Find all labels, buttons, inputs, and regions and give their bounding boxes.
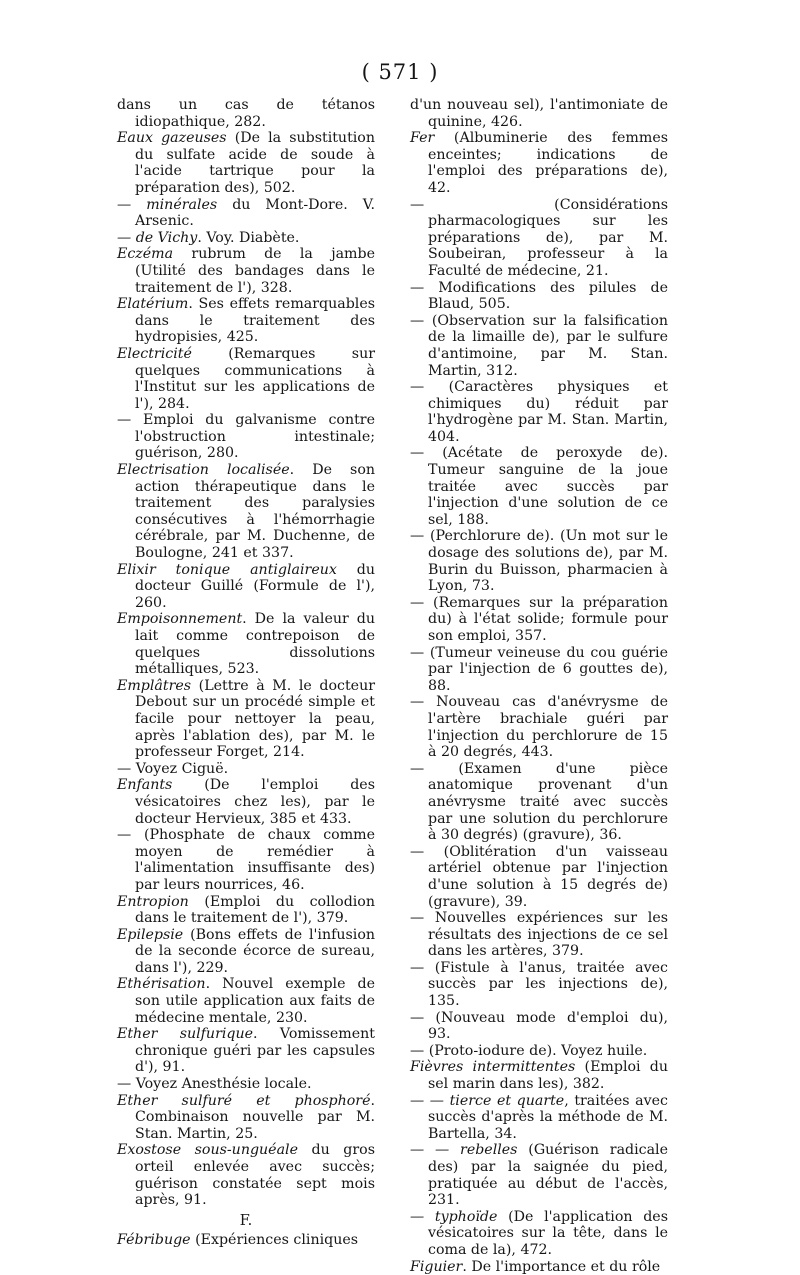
index-entry — [410, 844, 668, 910]
index-term: Electricité — [117, 345, 192, 362]
index-entry — [117, 562, 375, 612]
index-term: — minérales — [117, 196, 218, 213]
section-letter: F. — [239, 1212, 253, 1229]
index-text: — (Caractères physiques et chimiques du) réduit par l'hydrogène par M. Stan. Martin, 404. — [410, 379, 668, 445]
index-text: (Guérison radicale des) par la saignée du pied, pratiquée au début de l'accès, 231. — [428, 1142, 668, 1209]
index-term: — de Vichy — [117, 229, 198, 246]
index-term: Ether sulfurique — [117, 1026, 254, 1043]
index-entry — [117, 678, 375, 761]
index-text: , traitées avec succès d'après la méthode de M. Bartella, 34. — [428, 1092, 668, 1142]
index-entry — [117, 412, 375, 462]
index-entry — [410, 97, 668, 130]
index-text: (Remarques sur quelques communications à l'Institut sur les applications de l'), 284. — [135, 345, 375, 412]
index-text: — Emploi du galvanisme contre l'obstruction intestinale; guérison, 280. — [117, 412, 375, 462]
index-entry — [117, 777, 375, 827]
index-entry — [117, 296, 375, 346]
index-term: Eaux gazeuses — [117, 130, 227, 147]
index-text: du docteur Guillé (Formule de l'), 260. — [135, 561, 375, 611]
index-entry — [410, 595, 668, 645]
index-entry — [117, 462, 375, 562]
index-text: . De l'importance et du rôle — [462, 1258, 661, 1275]
index-term: — — tierce et quarte — [410, 1092, 565, 1109]
index-text: — (Perchlorure de). (Un mot sur le dosage des solutions de), par M. Burin du Buisson, pharmacien à Lyon, 73. — [410, 528, 668, 595]
index-entry — [410, 1259, 668, 1275]
index-entry — [117, 97, 375, 130]
index-text: du gros orteil enlevée avec succès; guérison constatée sept mois après, 91. — [135, 1142, 375, 1209]
index-text: . Combinaison nouvelle par M. Stan. Martin, 25. — [135, 1092, 375, 1142]
index-text: . Nouvel exemple de son utile application aux faits de médecine mentale, 230. — [135, 976, 375, 1026]
index-entry — [117, 346, 375, 412]
index-term: Fer — [410, 130, 435, 147]
index-entry — [410, 313, 668, 379]
index-entry — [117, 611, 375, 677]
index-text: (Emploi du sel marin dans les), 382. — [428, 1059, 668, 1093]
index-entry — [117, 130, 375, 196]
index-entry — [117, 827, 375, 893]
index-entry — [117, 1232, 375, 1249]
index-text: — Modifications des pilules de Blaud, 505. — [410, 279, 668, 313]
index-term: Ethérisation — [117, 976, 206, 993]
index-term: Enfants — [117, 777, 173, 794]
index-text: — Voyez Ciguë. — [117, 760, 229, 777]
index-text: d'un nouveau sel), l'antimoniate de quinine, 426. — [410, 97, 668, 130]
index-text: — (Proto-iodure de). Voyez huile. — [410, 1042, 648, 1059]
index-entry — [410, 1043, 668, 1060]
index-entry — [410, 694, 668, 760]
index-text: (Albuminerie des femmes enceintes; indications de l'emploi des préparations de), 42. — [428, 130, 668, 196]
index-entry — [117, 976, 375, 1026]
index-text: . De son action thérapeutique dans le traitement des paralysies consécutives à l'hémorrhagie cérébrale, par M. Duchenne, de Boulogne, 241 et 337. — [135, 462, 375, 562]
index-entry — [410, 379, 668, 445]
index-entry — [410, 1142, 668, 1208]
index-term: Exostose sous-unguéale — [117, 1142, 298, 1159]
index-text: — (Fistule à l'anus, traitée avec succès par les injections de), 135. — [410, 959, 668, 1010]
index-entry — [410, 960, 668, 1010]
index-text: — (Considérations pharmacologiques sur les préparations de), par M. Soubeiran, professeur à la Faculté de médecine, 21. — [410, 196, 668, 279]
index-entry — [410, 528, 668, 594]
index-term: Figuier — [410, 1258, 463, 1275]
index-term: Elixir tonique antiglaireux — [117, 561, 337, 578]
index-text: — (Examen d'une pièce anatomique provenant d'un anévrysme traité avec succès par une solution du perchlorure à 30 degrés) (gravure), 36. — [410, 760, 668, 844]
index-term: Electrisation localisée — [117, 462, 290, 479]
left-entries — [117, 97, 375, 1209]
index-text: (Bons effets de l'infusion de la seconde écorce de sureau, dans l'), 229. — [135, 926, 375, 976]
right-column — [410, 97, 668, 1275]
index-term: Emplâtres — [117, 677, 192, 694]
left-tail-entries — [117, 1232, 375, 1249]
index-entry — [117, 1026, 375, 1076]
index-term: — typhoïde — [410, 1208, 498, 1225]
index-term: Ether sulfuré et phosphoré — [117, 1092, 371, 1109]
index-text: dans un cas de tétanos idiopathique, 282. — [117, 97, 375, 130]
index-entry — [410, 910, 668, 960]
index-text: rubrum de la jambe (Utilité des bandages dans le traitement de l'), 328. — [135, 246, 375, 296]
index-term: Epilepsie — [117, 926, 184, 943]
index-entry — [410, 130, 668, 196]
index-entry — [410, 761, 668, 844]
index-text: du Mont-Dore. V. Arsenic. — [135, 196, 376, 230]
index-term: Elatérium — [117, 296, 189, 313]
index-text: — (Acétate de peroxyde de). Tumeur sanguine de la joue traitée avec succès par l'injection d'une solution de ce sel, 188. — [410, 445, 668, 528]
index-text: (De l'emploi des vésicatoires chez les), par le docteur Hervieux, 385 et 433. — [135, 777, 375, 827]
page-number: ( 571 ) — [361, 60, 439, 84]
index-text: (De l'application des vésicatoires sur la tête, dans le coma de la), 472. — [428, 1208, 668, 1258]
index-text: . Vomissement chronique guéri par les capsules d'), 91. — [135, 1026, 375, 1076]
index-entry — [410, 280, 668, 313]
index-term: Empoisonnement — [117, 611, 243, 628]
index-term: — — rebelles — [410, 1142, 518, 1159]
index-text: . Voy. Diabète. — [197, 229, 300, 246]
index-text: — Voyez Anesthésie locale. — [117, 1076, 312, 1093]
index-entry — [117, 230, 375, 247]
index-entry — [117, 1076, 375, 1093]
index-entry — [410, 445, 668, 528]
index-entry — [410, 1059, 668, 1092]
index-text: (De la substitution du sulfate acide de soude à l'acide tartrique pour la préparation des), 502. — [135, 130, 375, 196]
index-term: Entropion — [117, 893, 189, 910]
index-entry — [117, 246, 375, 296]
index-entry — [117, 197, 375, 230]
index-text: — (Nouveau mode d'emploi du), 93. — [410, 1009, 668, 1043]
index-term: Fièvres intermittentes — [410, 1059, 576, 1076]
index-term: Fébribuge — [117, 1232, 191, 1249]
index-entry — [117, 927, 375, 977]
index-text: — (Oblitération d'un vaisseau artériel obtenue par l'injection d'une solution à 15 degrés de) (gravure), 39. — [410, 843, 668, 910]
index-entry — [117, 1093, 375, 1143]
index-text: — (Tumeur veineuse du cou guérie par l'injection de 6 gouttes de), 88. — [410, 644, 668, 694]
index-text: (Lettre à M. le docteur Debout sur un procédé simple et facile pour nettoyer la peau, après l'ablation des), par M. le professeur Forget, 214. — [135, 677, 375, 761]
index-entry — [410, 1010, 668, 1043]
index-text: — (Observation sur la falsification de la limaille de), par le sulfure d'antimoine, par M. Stan. Martin, 312. — [410, 312, 668, 379]
index-text: (Emploi du collodion dans le traitement de l'), 379. — [135, 893, 375, 927]
index-entry — [117, 894, 375, 927]
index-text: — Nouveau cas d'anévrysme de l'artère brachiale guéri par l'injection du perchlorure de 15 à 20 degrés, 443. — [410, 694, 668, 761]
right-entries — [410, 97, 668, 1275]
index-entry — [410, 1093, 668, 1143]
index-text: — (Phosphate de chaux comme moyen de remédier à l'alimentation insuffisante des) par leurs nourrices, 46. — [117, 827, 375, 893]
index-entry — [410, 197, 668, 280]
index-text: — Nouvelles expériences sur les résultats des injections de ce sel dans les artères, 379. — [410, 910, 668, 960]
index-text: . Ses effets remarquables dans le traitement des hydropisies, 425. — [135, 296, 375, 346]
index-entry — [117, 761, 375, 778]
index-text: (Expériences cliniques — [190, 1232, 359, 1249]
index-term: Eczéma — [117, 246, 174, 263]
index-entry — [410, 645, 668, 695]
index-entry — [117, 1142, 375, 1208]
left-column — [117, 97, 375, 1249]
index-text: . De la valeur du lait comme contrepoison de quelques dissolutions métalliques, 523. — [135, 611, 375, 678]
index-text: — (Remarques sur la préparation du) à l'état solide; formule pour son emploi, 357. — [410, 594, 668, 644]
index-entry — [410, 1209, 668, 1259]
